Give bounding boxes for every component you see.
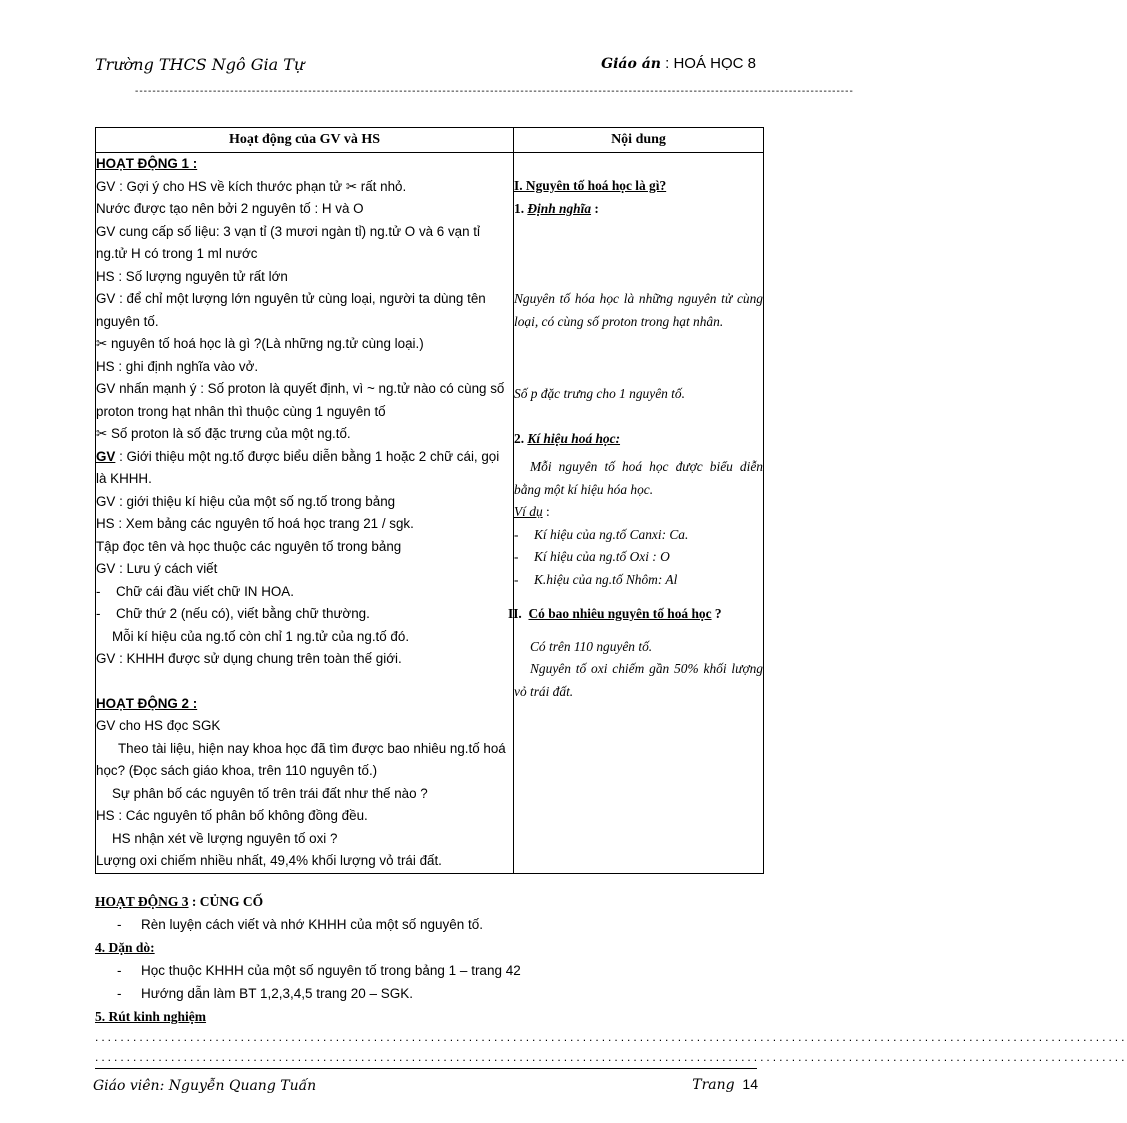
act1-line: GV : KHHH được sử dụng chung trên toàn thế giới. <box>96 651 402 666</box>
activity-1-title: HOẠT ĐỘNG 1 : <box>96 156 198 171</box>
act1-line: Mỗi kí hiệu của ng.tố còn chỉ 1 ng.tử của ng.tố đó. <box>112 628 410 644</box>
act1-line <box>96 446 513 491</box>
example-label: Ví dụ : <box>514 504 550 519</box>
act1-line: HS : Xem bảng các nguyên tố hoá học trang 21 / sgk. <box>96 516 414 531</box>
homework-title: 4. Dặn dò: <box>95 940 155 955</box>
list-item-text: Rèn luyện cách viết và nhớ KHHH của một số nguyên tố. <box>141 917 484 932</box>
activities-cell <box>96 153 514 874</box>
symbol-text: Mỗi nguyên tố hoá học được biểu diễn bằng một kí hiệu hóa học. <box>514 459 763 497</box>
act2-line: Lượng oxi chiếm nhiều nhất, 49,4% khối lượng vỏ trái đất. <box>96 853 442 868</box>
count-text: Có trên 110 nguyên tố. <box>530 638 653 654</box>
act1-line: HS : ghi định nghĩa vào vở. <box>96 358 259 374</box>
subsection-definition: 1. Định nghĩa : <box>514 200 599 216</box>
list-item: - K.hiệu của ng.tố Nhôm: Al <box>514 569 763 592</box>
list-item-text: Kí hiệu của ng.tố Oxi : O <box>534 549 670 564</box>
list-item: - Học thuộc KHHH của một số nguyên tố trong bảng 1 – trang 42 <box>95 959 765 982</box>
gv-text: : Giới thiệu một ng.tố được biểu diễn bằng 1 hoặc 2 chữ cái, gọi là KHHH. <box>96 448 500 486</box>
activity-3-title: HOẠT ĐỘNG 3 : CỦNG CỐ <box>95 894 264 909</box>
act1-line: GV : để chỉ một lượng lớn nguyên tử cùng loại, người ta dùng tên nguyên tố. <box>96 291 486 329</box>
activity-2-title: HOẠT ĐỘNG 2 : <box>96 695 198 711</box>
list-item: - Hướng dẫn làm BT 1,2,3,4,5 trang 20 – SGK. <box>95 982 765 1005</box>
dotted-line: ................................................................................................................................................................... <box>95 1050 1127 1064</box>
header-dashes: ---------------------------------------------------------------------------------------------------------------------------------------------------------------------- <box>135 86 854 97</box>
teacher-name: Giáo viên: Nguyễn Quang Tuấn <box>93 1078 317 1094</box>
act2-line: HS nhận xét về lượng nguyên tố oxi ? <box>112 830 338 846</box>
proton-note: Số p đặc trưng cho 1 nguyên tố. <box>514 386 685 401</box>
act1-line: GV : giới thiệu kí hiệu của một số ng.tố trong bảng <box>96 493 396 509</box>
list-item-text: Hướng dẫn làm BT 1,2,3,4,5 trang 20 – SGK. <box>141 986 414 1001</box>
act1-line: GV : Lưu ý cách viết <box>96 561 218 576</box>
list-item-text: Kí hiệu của ng.tố Canxi: Ca. <box>534 526 689 542</box>
list-item-text: Học thuộc KHHH của một số nguyên tố trong bảng 1 – trang 42 <box>141 963 521 978</box>
dotted-line: ................................................................................................................................................................... <box>95 1030 1127 1044</box>
col-activities-header: Hoạt động của GV và HS <box>96 128 514 153</box>
page-number: Trang 14 <box>692 1076 758 1093</box>
act1-line: Nước được tạo nên bởi 2 nguyên tố : H và O <box>96 201 364 216</box>
section-2-title: II. Có bao nhiêu nguyên tố hoá học ? <box>508 606 722 621</box>
act1-line: GV nhấn mạnh ý : Số proton là quyết định, vì ~ ng.tử nào có cùng số proton trong hạt nhân thì thuộc cùng 1 nguyên tố <box>96 381 505 419</box>
subsection-symbol: 2. Kí hiệu hoá học: <box>514 430 621 446</box>
content-cell <box>508 153 764 874</box>
list-item: - Kí hiệu của ng.tố Canxi: Ca. <box>514 524 763 547</box>
act2-line: HS : Các nguyên tố phân bố không đồng đều. <box>96 808 368 823</box>
subject-header <box>601 55 756 72</box>
act2-line: Theo tài liệu, hiện nay khoa học đã tìm được bao nhiêu ng.tố hoá học? (Đọc sách giáo khoa, trên 110 nguyên tố.) <box>96 740 506 778</box>
subject-name: : HOÁ HỌC 8 <box>665 55 756 72</box>
lesson-plan-label: Giáo án <box>601 56 661 72</box>
act1-line: ✂ nguyên tố hoá học là gì ?(Là những ng.tử cùng loại.) <box>96 336 424 351</box>
act1-line: ✂ Số proton là số đặc trưng của một ng.tố. <box>96 426 351 441</box>
list-item-text: Chữ thứ 2 (nếu có), viết bằng chữ thường. <box>116 606 370 621</box>
list-item: - Rèn luyện cách viết và nhớ KHHH của một số nguyên tố. <box>95 913 765 936</box>
list-item-text: K.hiệu của ng.tố Nhôm: Al <box>534 571 678 587</box>
section-1-title: I. Nguyên tố hoá học là gì? <box>514 178 667 193</box>
act1-line: HS : Số lượng nguyên tử rất lớn <box>96 268 288 284</box>
footer-rule <box>95 1068 757 1069</box>
list-item-text: Chữ cái đầu viết chữ IN HOA. <box>116 583 294 599</box>
list-item: - Chữ thứ 2 (nếu có), viết bằng chữ thường. <box>96 603 513 626</box>
definition-text: Nguyên tố hóa học là những nguyên tử cùng loại, có cùng số proton trong hạt nhân. <box>514 291 763 329</box>
col-content-header: Nội dung <box>514 128 764 153</box>
oxygen-text: Nguyên tố oxi chiếm gần 50% khối lượng vỏ trái đất. <box>514 661 763 699</box>
lesson-table <box>95 127 764 874</box>
act1-line: GV : Gợi ý cho HS về kích thước phạn tử ✂ rất nhỏ. <box>96 178 407 194</box>
school-name: Trường THCS Ngô Gia Tự <box>95 55 305 74</box>
act1-line: GV cung cấp số liệu: 3 vạn tỉ (3 mươi ngàn tỉ) ng.tử O và 6 vạn tỉ ng.tử H có trong 1 ml nước <box>96 223 480 261</box>
list-item: - Kí hiệu của ng.tố Oxi : O <box>514 546 763 569</box>
act2-line: GV cho HS đọc SGK <box>96 718 221 733</box>
bottom-section <box>95 890 765 1028</box>
experience-title: 5. Rút kinh nghiệm <box>95 1009 207 1024</box>
act2-line: Sự phân bố các nguyên tố trên trái đất như thế nào ? <box>112 785 428 801</box>
gv-label: GV <box>96 448 116 464</box>
list-item: - Chữ cái đầu viết chữ IN HOA. <box>96 581 513 604</box>
act1-line: Tập đọc tên và học thuộc các nguyên tố trong bảng <box>96 538 402 554</box>
